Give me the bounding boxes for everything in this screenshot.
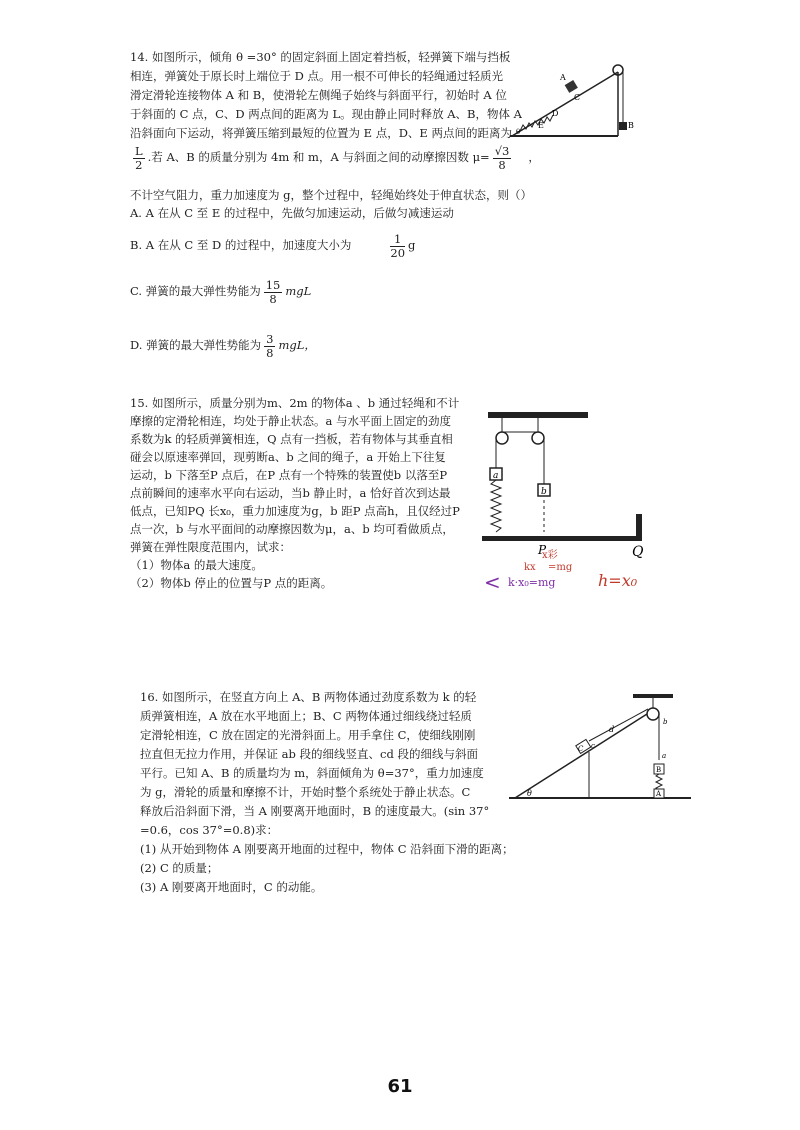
q16-label-c-block: C — [578, 745, 584, 753]
q14-line-3: 滑定滑轮连接物体 A 和 B，使滑轮左侧绳子始终与斜面平行，初始时 A 位 — [130, 88, 507, 102]
q14-label-theta: θ — [516, 128, 521, 136]
q14-option-c-tail: mgL — [285, 284, 312, 298]
q14-option-b-frac — [390, 233, 405, 260]
q14-mu-tail: ， — [528, 150, 540, 164]
q14-line-1: 14. 如图所示，倾角 θ =30° 的固定斜面上固定着挡板，轻弹簧下端与挡板 — [130, 50, 511, 64]
q14-option-a: A. A 在从 C 至 E 的过程中，先做匀加速运动，后做匀减速运动 — [130, 206, 454, 220]
question-15 — [130, 396, 470, 592]
q14-mu-num: √3 — [494, 143, 510, 158]
q15-question-1: （1）物体a 的最大速度。 — [130, 558, 263, 572]
q16-figure — [505, 690, 695, 806]
q14-option-d-text: D. 弹簧的最大弹性势能为 — [130, 338, 262, 352]
q15-hand-bracket: < — [484, 570, 501, 594]
q15-hand-left: kx — [524, 562, 536, 573]
q14-option-d-tail: mgL， — [278, 338, 316, 352]
q16-ceiling — [633, 694, 673, 698]
q16-question-3: (3) A 刚要离开地面时，C 的动能。 — [140, 880, 323, 894]
q15-hand-h: h=x₀ — [598, 571, 638, 590]
q16-label-a-point: a — [662, 752, 667, 760]
q14-line-7: 不计空气阻力，重力加速度为 g，整个过程中，轻绳始终处于伸直状态，则（） — [130, 188, 533, 202]
q14-option-b-den: 20 — [390, 245, 406, 260]
q16-label-c: c — [591, 742, 595, 750]
q15-line-9: 弹簧在弹性限度范围内，试求： — [130, 540, 291, 554]
q14-mu-den: 8 — [498, 157, 506, 172]
q14-half-num: L — [135, 143, 143, 158]
q14-figure — [500, 58, 640, 144]
q16-label-b-block: B — [656, 766, 662, 774]
q16-line-4: 拉直但无拉力作用，并保证 ab 段的细线竖直、cd 段的细线与斜面 — [140, 747, 478, 761]
q15-pulley-right — [532, 432, 544, 444]
q15-line-7: 低点，已知PQ 长x₀，重力加速度为g，b 距P 点高h，且仅经过P — [130, 504, 460, 518]
q16-question-2: (2) C 的质量； — [140, 861, 219, 875]
q15-line-1: 15. 如图所示，质量分别为m、2m 的物体a 、b 通过轻绳和不计 — [130, 396, 460, 410]
q14-option-b-num: 1 — [390, 233, 405, 247]
q14-option-c-text: C. 弹簧的最大弹性势能为 — [130, 284, 261, 298]
q14-block-b — [619, 122, 627, 130]
q16-line-3: 定滑轮相连，C 放在固定的光滑斜面上。用手拿住 C，使细线刚刚 — [140, 728, 476, 742]
q14-label-c: C — [574, 93, 581, 102]
q15-question-2: （2）物体b 停止的位置与P 点的距离。 — [130, 576, 333, 590]
q15-hand-top: x彩 — [542, 550, 558, 561]
q14-label-b: B — [628, 121, 634, 130]
q16-label-theta: θ — [527, 789, 532, 798]
q14-half-den: 2 — [135, 157, 143, 172]
q14-option-c-num: 15 — [265, 277, 281, 292]
q14-option-d-den: 8 — [266, 345, 274, 360]
q14-frac-half — [133, 145, 145, 172]
q15-label-q: Q — [632, 544, 644, 560]
question-14 — [130, 50, 750, 360]
q16-line-1: 16. 如图所示，在竖直方向上 A、B 两物体通过劲度系数为 k 的轻 — [140, 690, 477, 704]
q16-line-6: 为 g，滑轮的质量和摩擦不计，开始时整个系统处于静止状态。C — [140, 785, 471, 799]
q16-line-8: =0.6，cos 37°=0.8)求： — [140, 823, 279, 837]
q15-line-3: 系数为k 的轻质弹簧相连，Q 点有一挡板，若有物体与其垂直相 — [130, 432, 453, 446]
q14-label-d: D — [552, 109, 559, 118]
q14-label-e: E — [538, 121, 544, 130]
q14-option-b-text: B. A 在从 C 至 D 的过程中，加速度大小为 — [130, 238, 352, 252]
q16-line-2: 质弹簧相连，A 放在水平地面上；B、C 两物体通过细线绕过轻质 — [140, 709, 472, 723]
page-number: 61 — [387, 1076, 413, 1097]
q16-question-1: (1) 从开始到物体 A 刚要离开地面的过程中，物体 C 沿斜面下滑的距离； — [140, 842, 514, 856]
q16-pulley — [647, 708, 659, 720]
q14-option-d-frac — [264, 333, 275, 360]
q14-option-d-num: 3 — [266, 331, 274, 346]
q14-line-2: 相连，弹簧处于原长时上端位于 D 点。用一根不可伸长的轻绳通过轻质光 — [130, 69, 504, 83]
q15-line-8: 点一次，b 与水平面间的动摩擦因数为μ，a、b 均可看做质点， — [130, 522, 454, 536]
q14-line-6 — [130, 142, 540, 172]
q15-label-b: b — [541, 487, 547, 497]
q14-frac-mu — [493, 145, 512, 172]
q14-line-4: 于斜面的 C 点，C、D 两点间的距离为 L。现由静止同时释放 A、B，物体 A — [130, 107, 522, 121]
q15-label-p: P — [538, 543, 547, 557]
q14-mass-text: .若 A、B 的质量分别为 4m 和 m，A 与斜面之间的动摩擦因数 μ= — [147, 150, 490, 164]
q14-option-c-den: 8 — [269, 291, 277, 306]
q14-line-5: 沿斜面向下运动，将弹簧压缩到最短的位置为 E 点，D、E 两点间的距离为 — [130, 126, 512, 140]
q16-spring — [656, 774, 662, 790]
q16-label-d: d — [609, 725, 615, 734]
q14-label-a: A — [560, 73, 566, 82]
q15-line-2: 摩擦的定滑轮相连，均处于静止状态。a 与水平面上固定的劲度 — [130, 414, 452, 428]
q15-hand-mid: =mg — [548, 562, 573, 573]
q14-option-c-frac — [264, 279, 283, 306]
q14-option-d — [130, 328, 316, 362]
q15-pulley-left — [496, 432, 508, 444]
q15-figure — [474, 404, 670, 604]
q16-incline — [515, 714, 647, 798]
q16-rope-cd — [589, 709, 648, 741]
q14-option-b — [130, 228, 415, 262]
q14-option-b-tail: g — [408, 238, 416, 252]
q15-label-a: a — [493, 471, 499, 481]
q15-hand-eq: k·x₀=mg — [508, 576, 556, 589]
q15-ground — [482, 536, 642, 541]
q16-line-5: 平行。已知 A、B 的质量均为 m，斜面倾角为 θ=37°，重力加速度 — [140, 766, 484, 780]
q15-wall-q — [636, 514, 642, 540]
q16-label-a-block: A — [656, 790, 662, 798]
q14-block-a — [565, 80, 578, 93]
q15-spring — [491, 480, 501, 532]
q15-line-4: 碰会以原速率弹回，现剪断a、b 之间的绳子，a 开始上下往复 — [130, 450, 446, 464]
q15-ceiling — [488, 412, 588, 418]
q16-line-7: 释放后沿斜面下滑，当 A 刚要离开地面时，B 的速度最大。(sin 37° — [140, 804, 490, 818]
q15-line-5: 运动，b 下落至P 点后，在P 点有一个特殊的装置使b 以落至P — [130, 468, 448, 482]
q16-label-b-point: b — [663, 718, 668, 726]
q14-option-c — [130, 274, 311, 308]
q15-line-6: 点前瞬间的速率水平向右运动，当b 静止时，a 恰好首次到达最 — [130, 486, 451, 500]
